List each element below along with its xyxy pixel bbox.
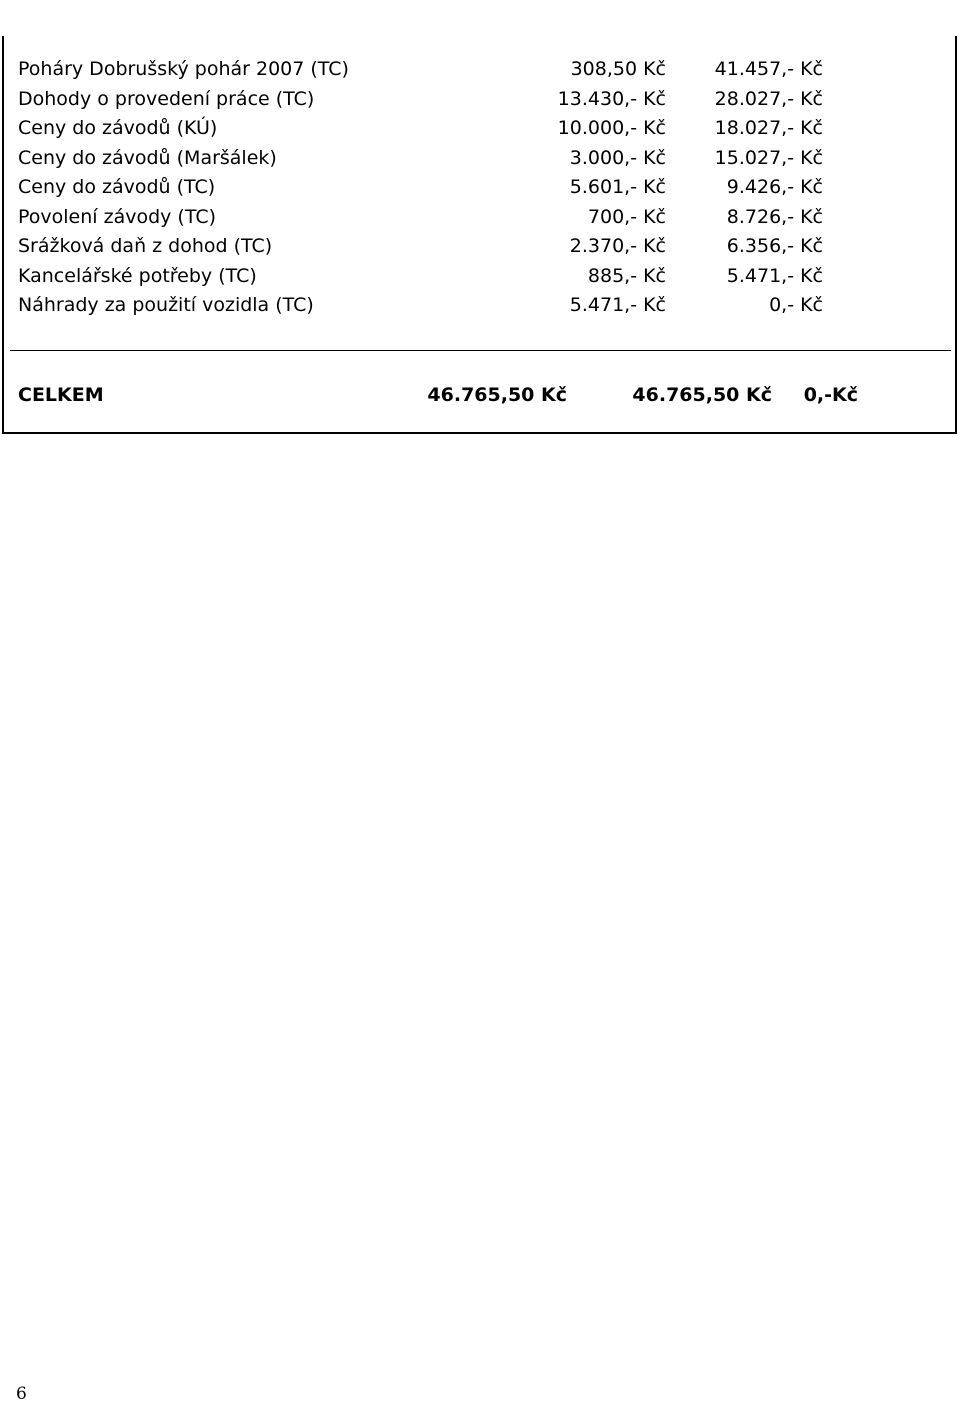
item-amount: 885,- Kč xyxy=(587,265,666,287)
item-amount: 10.000,- Kč xyxy=(557,117,666,139)
total-divider xyxy=(10,350,951,351)
item-amount: 13.430,- Kč xyxy=(557,88,666,110)
item-amount: 2.370,- Kč xyxy=(569,235,666,257)
total-row xyxy=(18,380,938,410)
item-balance: 5.471,- Kč xyxy=(726,265,823,287)
item-label: Ceny do závodů (KÚ) xyxy=(18,117,218,139)
item-label: Ceny do závodů (TC) xyxy=(18,176,216,198)
item-balance: 9.426,- Kč xyxy=(726,176,823,198)
item-label: Povolení závody (TC) xyxy=(18,206,217,228)
table-row xyxy=(18,290,938,320)
item-label: Kancelářské potřeby (TC) xyxy=(18,265,257,287)
item-balance: 0,- Kč xyxy=(769,294,823,316)
item-balance: 15.027,- Kč xyxy=(714,147,823,169)
item-label: Ceny do závodů (Maršálek) xyxy=(18,147,277,169)
item-amount: 3.000,- Kč xyxy=(569,147,666,169)
total-expenses: 46.765,50 Kč xyxy=(632,384,772,406)
table-row xyxy=(18,202,938,232)
item-label: Náhrady za použití vozidla (TC) xyxy=(18,294,314,316)
item-balance: 6.356,- Kč xyxy=(726,235,823,257)
table-row xyxy=(18,113,938,143)
page-number: 6 xyxy=(16,1384,27,1404)
total-label: CELKEM xyxy=(18,384,104,406)
item-amount: 5.471,- Kč xyxy=(569,294,666,316)
item-label: Poháry Dobrušský pohár 2007 (TC) xyxy=(18,58,349,80)
table-row xyxy=(18,54,938,84)
item-balance: 18.027,- Kč xyxy=(714,117,823,139)
item-label: Srážková daň z dohod (TC) xyxy=(18,235,273,257)
table-row xyxy=(18,143,938,173)
item-amount: 5.601,- Kč xyxy=(569,176,666,198)
item-label: Dohody o provedení práce (TC) xyxy=(18,88,315,110)
item-balance: 28.027,- Kč xyxy=(714,88,823,110)
item-balance: 41.457,- Kč xyxy=(714,58,823,80)
total-income: 46.765,50 Kč xyxy=(427,384,567,406)
table-row xyxy=(18,84,938,114)
item-balance: 8.726,- Kč xyxy=(726,206,823,228)
item-amount: 700,- Kč xyxy=(587,206,666,228)
item-amount: 308,50 Kč xyxy=(570,58,666,80)
table-row xyxy=(18,261,938,291)
table-row xyxy=(18,172,938,202)
table-row xyxy=(18,231,938,261)
total-balance: 0,-Kč xyxy=(803,384,858,406)
